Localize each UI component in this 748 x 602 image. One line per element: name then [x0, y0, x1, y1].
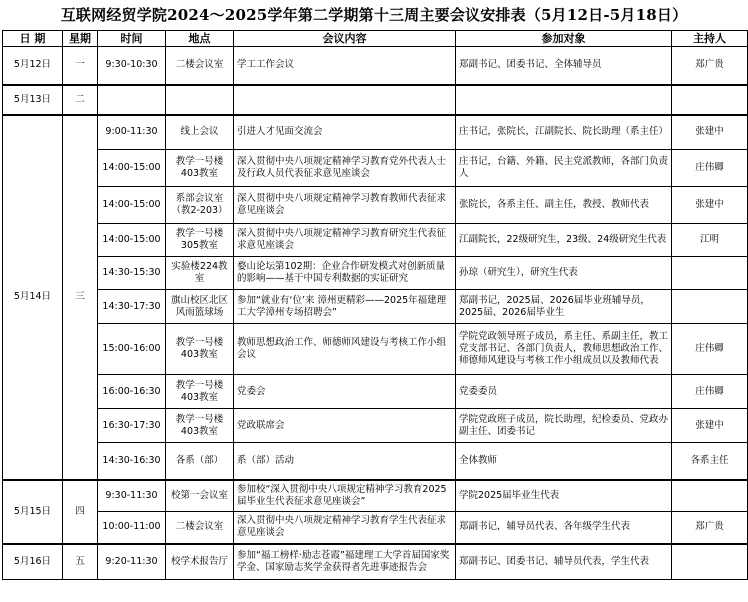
date-cell: 5月16日 — [3, 544, 63, 580]
time-cell: 9:30-11:30 — [98, 480, 166, 512]
weekday-cell: 二 — [63, 85, 98, 115]
table-row — [3, 47, 748, 85]
content-cell: 参加“福工榜样·励志苍霞”福建理工大学首届国家奖学金、国家励志奖学金获得者先进事迹报告会 — [234, 544, 456, 580]
attendees-cell: 庄书记，张院长，江副院长、院长助理（系主任） — [456, 115, 672, 150]
table-row — [3, 480, 748, 512]
host-cell: 江明 — [672, 224, 748, 257]
table-row — [3, 544, 748, 580]
meeting-rows — [3, 47, 748, 580]
page-title: 互联网经贸学院2024～2025学年第二学期第十三周主要会议安排表（5月12日-5月18日） — [60, 6, 688, 24]
time-cell: 14:00-15:00 — [98, 224, 166, 257]
time-cell: 9:20-11:30 — [98, 544, 166, 580]
content-cell: 党委会 — [234, 375, 456, 409]
attendees-cell: 学院党政领导班子成员，系主任、系副主任，教工党支部书记、各部门负责人，教师思想政治工作、师德师风建设与考核工作小组成员以及教师代表 — [456, 324, 672, 375]
attendees-cell — [456, 85, 672, 115]
location-cell: 线上会议 — [166, 115, 234, 150]
table-row — [3, 257, 748, 290]
location-cell: 旗山校区北区风雨篮球场 — [166, 290, 234, 324]
time-cell: 15:00-16:00 — [98, 324, 166, 375]
table-row — [3, 115, 748, 150]
content-cell: 教师思想政治工作、师德师风建设与考核工作小组会议 — [234, 324, 456, 375]
host-cell: 郑广贵 — [672, 512, 748, 544]
location-cell: 教学一号楼305教室 — [166, 224, 234, 257]
time-cell: 10:00-11:00 — [98, 512, 166, 544]
table-row — [3, 512, 748, 544]
host-cell: 庄伟卿 — [672, 375, 748, 409]
location-cell: 校学术报告厅 — [166, 544, 234, 580]
table-row — [3, 187, 748, 224]
location-cell: 二楼会议室 — [166, 512, 234, 544]
time-cell: 9:00-11:30 — [98, 115, 166, 150]
time-cell: 14:00-15:00 — [98, 187, 166, 224]
host-cell — [672, 290, 748, 324]
table-row — [3, 290, 748, 324]
host-cell: 张建中 — [672, 115, 748, 150]
table-row — [3, 85, 748, 115]
header-weekday: 星期 — [63, 31, 98, 47]
table-row — [3, 324, 748, 375]
table-row — [3, 150, 748, 187]
attendees-cell: 党委委员 — [456, 375, 672, 409]
meeting-table — [2, 30, 748, 580]
content-cell: 参加“就业有‘位’来 漳州更精彩——2025年福建理工大学漳州专场招聘会” — [234, 290, 456, 324]
attendees-cell: 学院2025届毕业生代表 — [456, 480, 672, 512]
time-cell: 16:00-16:30 — [98, 375, 166, 409]
host-cell — [672, 257, 748, 290]
location-cell: 系部会议室（教2-203） — [166, 187, 234, 224]
content-cell: 深入贯彻中央八项规定精神学习教育党外代表人士及行政人员代表征求意见座谈会 — [234, 150, 456, 187]
time-cell — [98, 85, 166, 115]
host-cell: 各系主任 — [672, 443, 748, 480]
time-cell: 9:30-10:30 — [98, 47, 166, 85]
content-cell: 婺山论坛第102期：企业合作研发模式对创新质量的影响——基于中国专利数据的实证研究 — [234, 257, 456, 290]
location-cell: 教学一号楼403教室 — [166, 324, 234, 375]
content-cell: 党政联席会 — [234, 409, 456, 443]
host-cell: 庄伟卿 — [672, 324, 748, 375]
location-cell: 实验楼224教室 — [166, 257, 234, 290]
attendees-cell: 郑副书记，2025届、2026届毕业班辅导员，2025届、2026届毕业生 — [456, 290, 672, 324]
attendees-cell: 江副院长，22级研究生，23级、24级研究生代表 — [456, 224, 672, 257]
location-cell: 各系（部） — [166, 443, 234, 480]
content-cell: 深入贯彻中央八项规定精神学习教育教师代表征求意见座谈会 — [234, 187, 456, 224]
time-cell: 16:30-17:30 — [98, 409, 166, 443]
attendees-cell: 郑副书记、团委书记、全体辅导员 — [456, 47, 672, 85]
date-cell: 5月12日 — [3, 47, 63, 85]
location-cell: 教学一号楼403教室 — [166, 150, 234, 187]
attendees-cell: 庄书记，台籍、外籍、民主党派教师，各部门负责人 — [456, 150, 672, 187]
location-cell: 教学一号楼403教室 — [166, 375, 234, 409]
content-cell: 参加校“深入贯彻中央八项规定精神学习教育2025届毕业生代表征求意见座谈会” — [234, 480, 456, 512]
host-cell: 庄伟卿 — [672, 150, 748, 187]
header-host: 主持人 — [672, 31, 748, 47]
header-content: 会议内容 — [234, 31, 456, 47]
location-cell: 二楼会议室 — [166, 47, 234, 85]
attendees-cell: 全体教师 — [456, 443, 672, 480]
location-cell: 校第一会议室 — [166, 480, 234, 512]
content-cell: 深入贯彻中央八项规定精神学习教育学生代表征求意见座谈会 — [234, 512, 456, 544]
date-cell: 5月15日 — [3, 480, 63, 544]
content-cell: 系（部）活动 — [234, 443, 456, 480]
attendees-cell: 孙琼（研究生），研究生代表 — [456, 257, 672, 290]
attendees-cell: 郑副书记，辅导员代表、各年级学生代表 — [456, 512, 672, 544]
host-cell — [672, 480, 748, 512]
header-attendees: 参加对象 — [456, 31, 672, 47]
time-cell: 14:30-16:30 — [98, 443, 166, 480]
weekday-cell: 五 — [63, 544, 98, 580]
time-cell: 14:30-17:30 — [98, 290, 166, 324]
header-time: 时间 — [98, 31, 166, 47]
content-cell: 学工工作会议 — [234, 47, 456, 85]
location-cell: 教学一号楼403教室 — [166, 409, 234, 443]
content-cell: 深入贯彻中央八项规定精神学习教育研究生代表征求意见座谈会 — [234, 224, 456, 257]
attendees-cell: 郑副书记、团委书记、辅导员代表，学生代表 — [456, 544, 672, 580]
time-cell: 14:00-15:00 — [98, 150, 166, 187]
content-cell: 引进人才见面交流会 — [234, 115, 456, 150]
date-cell: 5月13日 — [3, 85, 63, 115]
table-row — [3, 443, 748, 480]
header-location: 地点 — [166, 31, 234, 47]
host-cell — [672, 85, 748, 115]
attendees-cell: 张院长，各系主任、副主任，教授、教师代表 — [456, 187, 672, 224]
header-row — [3, 31, 748, 47]
weekday-cell: 三 — [63, 115, 98, 480]
weekday-cell: 四 — [63, 480, 98, 544]
table-row — [3, 375, 748, 409]
time-cell: 14:30-15:30 — [98, 257, 166, 290]
host-cell: 郑广贵 — [672, 47, 748, 85]
content-cell — [234, 85, 456, 115]
host-cell — [672, 544, 748, 580]
attendees-cell: 学院党政班子成员，院长助理，纪检委员、党政办副主任、团委书记 — [456, 409, 672, 443]
location-cell — [166, 85, 234, 115]
table-row — [3, 224, 748, 257]
header-date: 日 期 — [3, 31, 63, 47]
host-cell: 张建中 — [672, 187, 748, 224]
host-cell: 张建中 — [672, 409, 748, 443]
table-row — [3, 409, 748, 443]
date-cell: 5月14日 — [3, 115, 63, 480]
weekday-cell: 一 — [63, 47, 98, 85]
